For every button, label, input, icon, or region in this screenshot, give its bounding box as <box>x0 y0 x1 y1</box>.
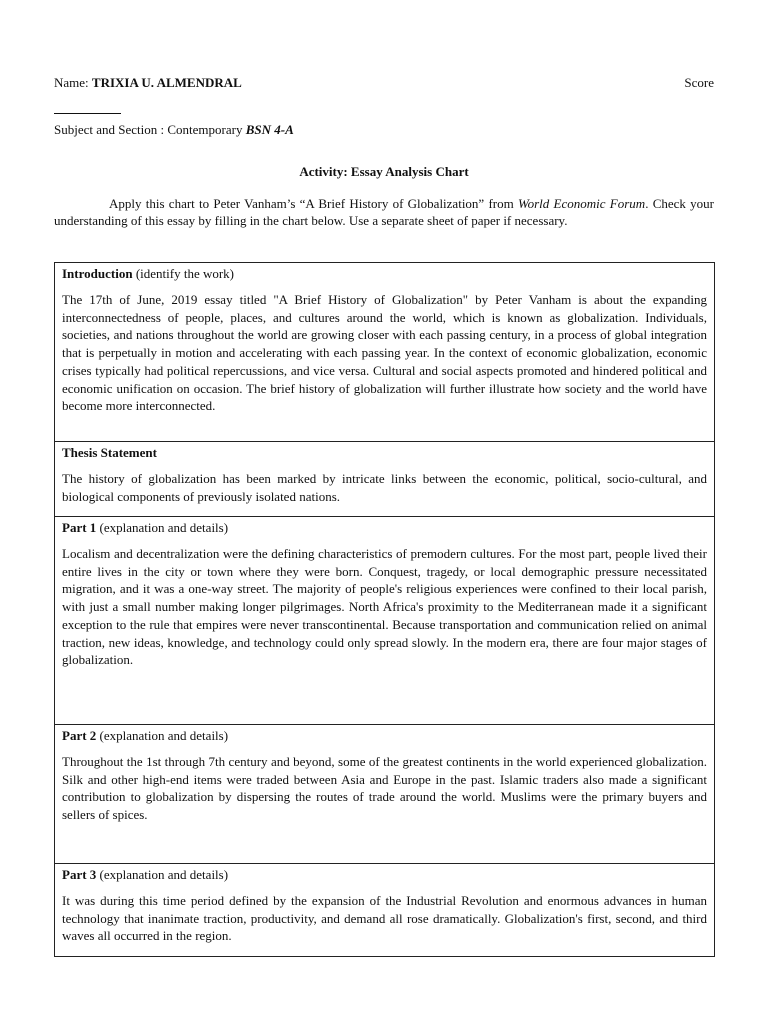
part-3-note: (explanation and details) <box>99 867 229 882</box>
activity-title: Activity: Essay Analysis Chart <box>299 164 469 179</box>
instructions-text-2: . Check your understanding of this essay by filling in the chart below. Use a separate sheet of paper if necessary. <box>54 196 714 228</box>
row-introduction <box>55 263 715 442</box>
row-part-2 <box>55 725 715 864</box>
instructions <box>54 195 714 229</box>
part-3-body: It was during this time period defined by the expansion of the Industrial Revolution and enormous advances in human technology that inanimate traction, productivity, and demand all rose dramatically. Globalization's first, second, and third waves all occurred in the region. <box>62 893 707 944</box>
name-label: Name: <box>54 75 89 90</box>
thesis-title: Thesis Statement <box>62 445 157 460</box>
introduction-body: The 17th of June, 2019 essay titled "A Brief History of Globalization" by Peter Vanham is about the expanding interconnectedness of people, places, and cultures around the world, which is known as globalization. Individuals, societies, and nations throughout the world are growing closer with each passing century, in a process of global integration that is perpetually in motion and accelerating with each passing year. In the context of economic globalization, economic crises typically had political repercussions, and vice versa. Cultural and social aspects promoted and hindered political and economic unification on occasion. The brief history of globalization will further illustrate how society and the world have become more interconnected. <box>62 292 707 414</box>
section-value: BSN 4-A <box>245 122 294 137</box>
row-part-1 <box>55 517 715 725</box>
part-2-cell <box>55 725 715 864</box>
part-3-title: Part 3 <box>62 867 97 882</box>
instructions-text-1: Apply this chart to Peter Vanham’s “A Brief History of Globalization” from <box>109 196 518 211</box>
essay-analysis-chart <box>54 262 715 957</box>
part-2-note: (explanation and details) <box>99 728 229 743</box>
thesis-cell <box>55 442 715 517</box>
score-blank-line <box>54 113 121 114</box>
instructions-source: World Economic Forum <box>517 196 646 211</box>
introduction-cell <box>55 263 715 442</box>
introduction-title: Introduction <box>62 266 133 281</box>
introduction-note: (identify the work) <box>135 266 235 281</box>
row-part-3 <box>55 864 715 957</box>
thesis-body: The history of globalization has been marked by intricate links between the economic, political, socio-cultural, and biological components of previously isolated nations. <box>62 471 707 504</box>
student-name <box>54 75 242 91</box>
part-1-cell <box>55 517 715 725</box>
part-2-title: Part 2 <box>62 728 97 743</box>
part-1-note: (explanation and details) <box>99 520 229 535</box>
score-label: Score <box>684 75 714 90</box>
part-3-cell <box>55 864 715 957</box>
part-1-title: Part 1 <box>62 520 97 535</box>
name-value: TRIXIA U. ALMENDRAL <box>91 75 242 90</box>
subject-section <box>54 122 294 138</box>
part-2-body: Throughout the 1st through 7th century and beyond, some of the greatest continents in the world experienced globalization. Silk and other high-end items were traded between Asia and Europe in the past. Islamic traders also made a significant contribution to globalization by dispersing the routes of trade around the world. Muslims were the primary buyers and sellers of spices. <box>62 754 707 823</box>
name-line <box>54 75 714 93</box>
part-1-body: Localism and decentralization were the defining characteristics of premodern cultures. For the most part, people lived their entire lives in the city or town where they were born. Conquest, tragedy, or local demographic pressure necessitated migration, and it was a one-way street. The majority of people's religious experiences were confined to their local parish, with just a small number making longer pilgrimages. North Africa's proximity to the Mediterranean made it a significant exception to the rule that empires were never transcontinental. Because transportation and communication relied on animal traction, new ideas, knowledge, and technology could only spread slowly. In the modern era, there are four major stages of globalization. <box>62 546 707 668</box>
subject-label: Subject and Section : Contemporary <box>54 122 243 137</box>
row-thesis <box>55 442 715 517</box>
